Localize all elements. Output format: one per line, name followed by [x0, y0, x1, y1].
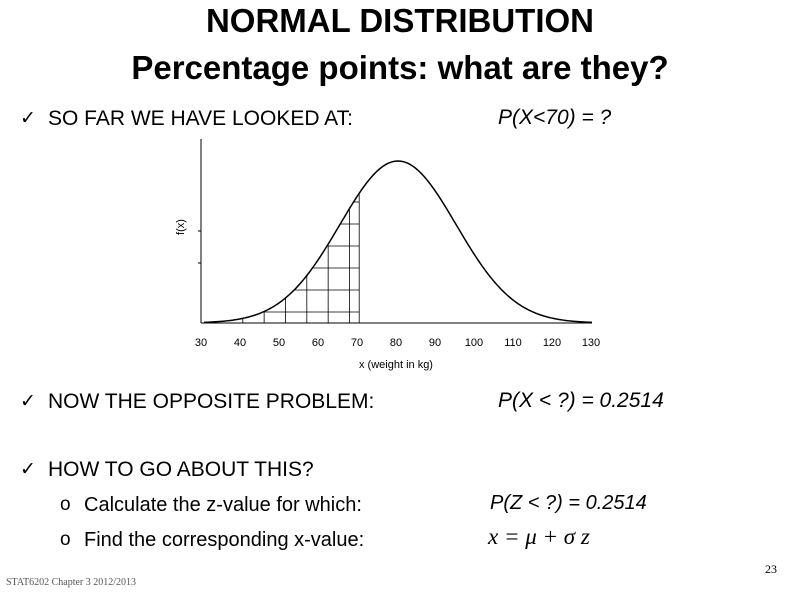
sub-bullet-find-x: Find the corresponding x-value:	[84, 529, 365, 551]
x-tick-label: 50	[272, 337, 286, 349]
sub-bullet-marker: o	[60, 529, 71, 550]
sub-bullet-calculate: Calculate the z-value for which:	[84, 494, 362, 516]
x-tick-label: 30	[194, 337, 208, 349]
x-tick-label: 100	[464, 337, 484, 349]
slide-title: NORMAL DISTRIBUTION	[205, 2, 595, 39]
slide-subtitle: Percentage points: what are they?	[131, 49, 669, 86]
check-icon: ✓	[20, 459, 36, 480]
bullet-so-far-expression: P(X<70) = ?	[498, 106, 612, 129]
normal-distribution-chart	[160, 135, 800, 380]
page-number: 23	[765, 562, 777, 576]
x-tick-label: 60	[311, 337, 325, 349]
x-tick-labels	[195, 337, 600, 349]
x-tick-label: 70	[350, 337, 364, 349]
check-icon: ✓	[20, 391, 36, 412]
sub-bullet-marker: o	[60, 494, 71, 515]
bullet-how-to: HOW TO GO ABOUT THIS?	[48, 458, 314, 481]
x-tick-label: 80	[389, 337, 403, 349]
x-tick-label: 110	[504, 337, 522, 349]
x-axis-label: x (weight in kg)	[359, 359, 433, 371]
sub-bullet-calculate-expression: P(Z < ?) = 0.2514	[490, 492, 647, 514]
y-axis-label: f(x)	[175, 219, 187, 235]
shaded-area-grid	[243, 193, 359, 323]
x-tick-label: 130	[581, 337, 601, 349]
standardization-formula: x = μ + σ z	[488, 524, 590, 549]
x-tick-label: 40	[233, 337, 247, 349]
bullet-opposite-problem: NOW THE OPPOSITE PROBLEM:	[48, 390, 375, 413]
footer-text: STAT6202 Chapter 3 2012/2013	[6, 577, 137, 588]
density-curve	[204, 161, 592, 322]
x-tick-label: 90	[428, 337, 442, 349]
bullet-opposite-expression: P(X < ?) = 0.2514	[498, 389, 664, 412]
check-icon: ✓	[20, 108, 36, 129]
bullet-so-far: SO FAR WE HAVE LOOKED AT:	[48, 107, 353, 130]
x-tick-label: 120	[542, 337, 562, 349]
